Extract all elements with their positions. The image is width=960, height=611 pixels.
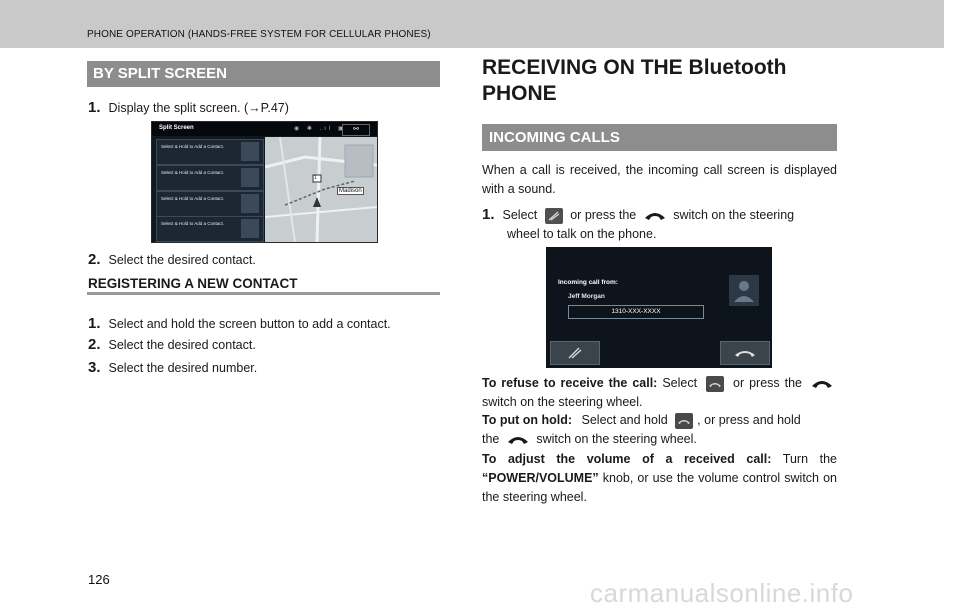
answer-step bbox=[482, 205, 837, 244]
phone-switch-icon bbox=[507, 434, 529, 446]
hang-up-icon bbox=[721, 342, 769, 364]
contact-slot-3[interactable] bbox=[156, 191, 264, 217]
avatar-icon bbox=[241, 194, 259, 213]
volume-text-a: Turn the bbox=[782, 452, 837, 466]
split-screen-title: Split Screen bbox=[159, 125, 194, 131]
step-text-b: or press the bbox=[570, 208, 637, 222]
section-title-split-screen bbox=[87, 61, 440, 87]
sub-heading-rule bbox=[87, 292, 440, 295]
refuse-lead: To refuse to receive the call: bbox=[482, 376, 658, 390]
map-view[interactable] bbox=[265, 137, 377, 242]
hold-text-b: , or press and hold bbox=[697, 413, 801, 427]
page-number: 126 bbox=[88, 572, 110, 587]
refuse-text-c: switch on the steering wheel. bbox=[482, 395, 643, 409]
step-text: Select the desired contact. bbox=[108, 338, 256, 352]
hold-text-d: switch on the steering wheel. bbox=[536, 432, 697, 446]
volume-lead: To adjust the volume of a received call: bbox=[482, 452, 772, 466]
split-screen-illustration bbox=[151, 121, 378, 243]
section-title-text: BY SPLIT SCREEN bbox=[93, 65, 227, 82]
step-number: 2. bbox=[88, 336, 101, 353]
step-display-split bbox=[88, 99, 289, 116]
main-title: RECEIVING ON THE Bluetooth PHONE bbox=[482, 56, 787, 105]
phone-switch-icon bbox=[644, 210, 666, 222]
avatar-icon bbox=[241, 219, 259, 238]
contact-slot-1[interactable] bbox=[156, 139, 264, 165]
section-title-text: INCOMING CALLS bbox=[489, 129, 620, 146]
register-step-1 bbox=[88, 315, 391, 332]
answer-icon bbox=[551, 342, 599, 364]
contact-slot-2[interactable] bbox=[156, 165, 264, 191]
register-step-3 bbox=[88, 359, 257, 376]
page-header-bar bbox=[0, 0, 944, 48]
sub-heading-register-contact: REGISTERING A NEW CONTACT bbox=[88, 276, 298, 291]
step-text: Select and hold the screen button to add a contact. bbox=[108, 317, 391, 331]
contact-slot-4[interactable] bbox=[156, 216, 264, 242]
step-number: 2. bbox=[88, 251, 101, 268]
intro-paragraph: When a call is received, the incoming call screen is displayed with a sound. bbox=[482, 163, 837, 196]
watermark: carmanualsonline.info bbox=[590, 578, 854, 608]
avatar-icon bbox=[241, 142, 259, 161]
register-step-2 bbox=[88, 336, 256, 353]
refuse-text-b: or press the bbox=[733, 376, 802, 390]
contact-slot-label: Select & Hold to Add a Contact. bbox=[161, 196, 225, 201]
step-number: 1. bbox=[88, 315, 101, 332]
step-text: Select the desired number. bbox=[108, 361, 258, 375]
step-number: 1. bbox=[482, 206, 495, 223]
step-text-d: wheel to talk on the phone. bbox=[507, 227, 657, 241]
volume-knob-name: “POWER/VOLUME” bbox=[482, 471, 599, 485]
step-text-a: Select bbox=[502, 208, 538, 222]
map-label-madison: Madison bbox=[339, 188, 362, 194]
step-select-contact bbox=[88, 251, 256, 268]
decline-button-icon bbox=[706, 376, 724, 392]
route-marker: 1 bbox=[314, 175, 317, 181]
refuse-paragraph bbox=[482, 374, 837, 412]
hold-text-c: the bbox=[482, 432, 500, 446]
caller-name: Jeff Morgan bbox=[568, 293, 605, 300]
hold-paragraph bbox=[482, 411, 837, 449]
incoming-call-illustration bbox=[546, 247, 772, 368]
volume-text-b: knob, or use the volume control switch on the steering wheel. bbox=[482, 471, 837, 504]
step-number: 3. bbox=[88, 359, 101, 376]
avatar-icon bbox=[241, 168, 259, 187]
step-text: Select the desired contact. bbox=[108, 253, 256, 267]
decline-button-icon bbox=[675, 413, 693, 429]
answer-button[interactable] bbox=[550, 341, 600, 365]
step-number: 1. bbox=[88, 99, 101, 116]
page-header-title: PHONE OPERATION (HANDS-FREE SYSTEM FOR CELLULAR PHONES) bbox=[87, 29, 431, 40]
contact-slot-label: Select & Hold to Add a Contact. bbox=[161, 221, 225, 226]
decline-button[interactable] bbox=[720, 341, 770, 365]
contact-slot-label: Select & Hold to Add a Contact. bbox=[161, 170, 225, 175]
step-text: Display the split screen. (→P.47) bbox=[108, 101, 289, 115]
avatar-icon bbox=[729, 275, 759, 306]
answer-button-icon bbox=[545, 208, 563, 224]
status-icons: ◉ ✱ .ıl ▣ bbox=[294, 126, 347, 132]
section-title-incoming-calls bbox=[482, 124, 837, 151]
step-text-c: switch on the steering bbox=[673, 208, 795, 222]
hold-text-a: Select and hold bbox=[581, 413, 668, 427]
incoming-call-label: Incoming call from: bbox=[558, 279, 618, 286]
contact-slot-label: Select & Hold to Add a Contact. bbox=[161, 144, 225, 149]
phone-switch-icon bbox=[811, 378, 833, 390]
caller-number: 1310-XXX-XXXX bbox=[568, 305, 704, 319]
volume-paragraph bbox=[482, 450, 837, 507]
refuse-text-a: Select bbox=[662, 376, 698, 390]
link-icon[interactable]: ⚯ bbox=[342, 124, 370, 136]
hold-lead: To put on hold: bbox=[482, 413, 573, 427]
